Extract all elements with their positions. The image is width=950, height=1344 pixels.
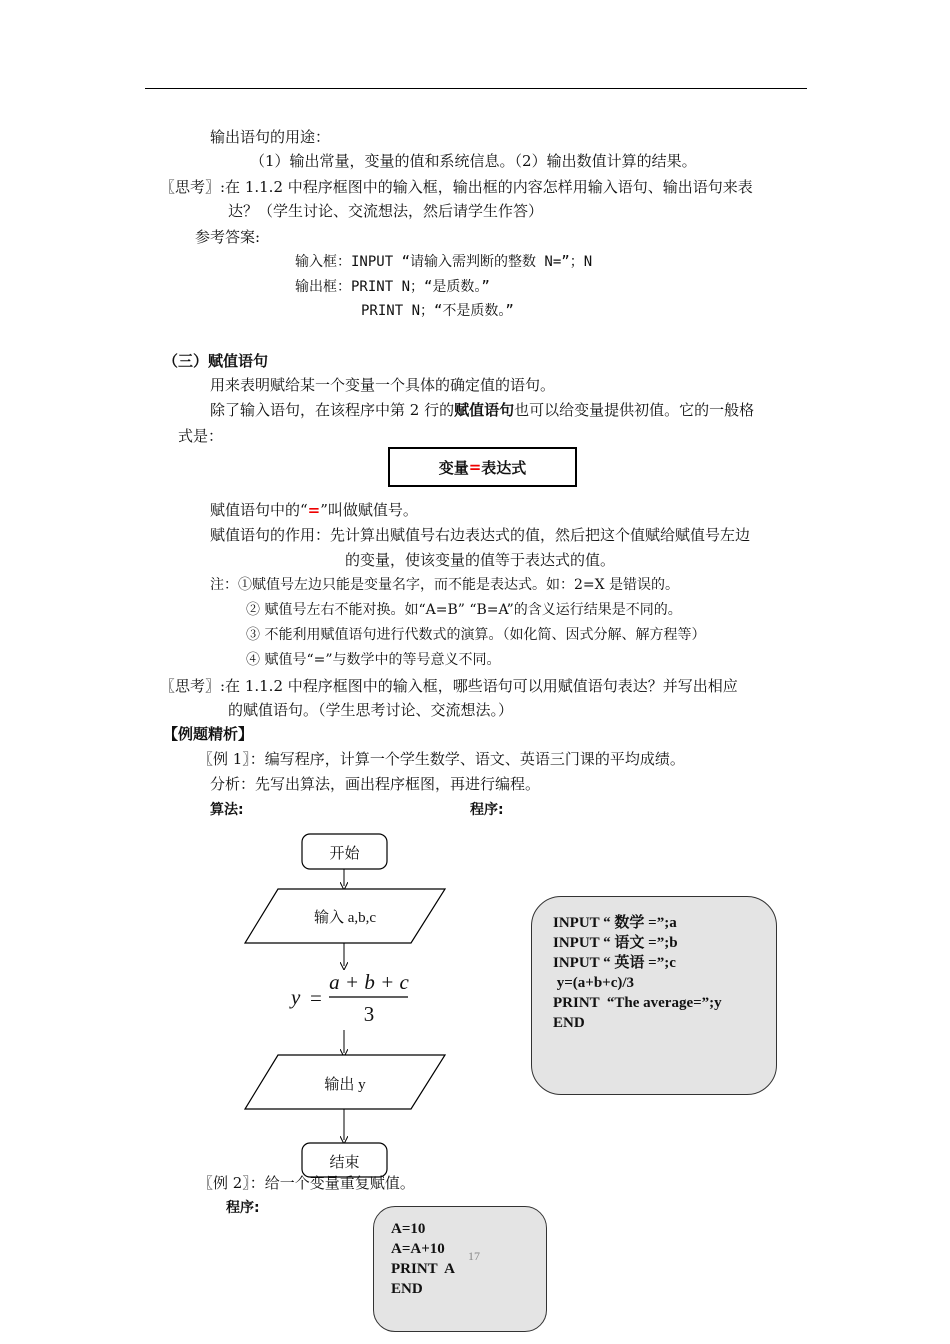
formula-numerator: a + b + c xyxy=(329,970,409,994)
formula-eq: = xyxy=(468,458,482,476)
text-line: 分析：先写出算法，画出程序框图，再进行编程。 xyxy=(210,775,541,793)
program1-line: PRINT “The average=”;y xyxy=(553,995,722,1011)
page-number: 17 xyxy=(468,1249,480,1263)
program2-line: A=10 xyxy=(391,1221,426,1237)
program1-line: INPUT “ 英语 =”;c xyxy=(553,955,676,971)
think-question: 〖思考〗:在 1.1.2 中程序框图中的输入框，哪些语句可以用赋值语句表达？并写出相应 xyxy=(160,677,738,695)
text-line: 达？（学生讨论、交流想法，然后请学生作答） xyxy=(228,202,544,220)
text-span: 赋值语句中的“ xyxy=(210,501,308,519)
program2-line: END xyxy=(391,1281,423,1297)
text-span: 除了输入语句，在该程序中第 2 行的 xyxy=(210,401,455,419)
code-line: 输出框：PRINT N；“是质数。” xyxy=(295,279,490,295)
bold-term: 赋值语句 xyxy=(454,401,515,419)
text-line: 输出语句的用途： xyxy=(210,128,331,146)
program1-line: y=(a+b+c)/3 xyxy=(553,975,635,991)
program2-line: PRINT A xyxy=(391,1261,455,1277)
input-label: 输入 a,b,c xyxy=(313,910,377,926)
program2-line: A=A+10 xyxy=(391,1241,445,1257)
program1-line: END xyxy=(553,1015,585,1031)
text-span: ”叫做赋值号。 xyxy=(320,501,418,519)
note-line: ④ 赋值号“=”与数学中的等号意义不同。 xyxy=(246,652,501,668)
text-line: 式是： xyxy=(178,427,224,445)
note-line: ③ 不能利用赋值语句进行代数式的演算。（如化简、因式分解、解方程等） xyxy=(246,627,706,643)
formula-right: 表达式 xyxy=(481,458,527,477)
formula-eq: = xyxy=(310,986,322,1010)
program1-line: INPUT “ 语文 =”;b xyxy=(553,935,678,951)
example-title: 〖例 1〗：编写程序，计算一个学生数学、语文、英语三门课的平均成绩。 xyxy=(198,750,685,768)
text-line: 赋值语句的作用：先计算出赋值号右边表达式的值，然后把这个值赋给赋值号左边 xyxy=(210,526,751,544)
formula-left: 变量 xyxy=(438,458,469,477)
code-line: PRINT N；“不是质数。” xyxy=(361,303,514,319)
program-label: 程序: xyxy=(470,802,504,818)
section-heading: （三）赋值语句 xyxy=(163,352,269,370)
think-question: 〖思考〗:在 1.1.2 中程序框图中的输入框，输出框的内容怎样用输入语句、输出语句来表 xyxy=(160,178,753,196)
text-line: 用来表明赋给某一个变量一个具体的确定值的语句。 xyxy=(210,376,556,394)
answer-label: 参考答案: xyxy=(195,228,261,246)
program1-line: INPUT “ 数学 =”;a xyxy=(553,915,677,931)
assign-sign: = xyxy=(307,501,321,519)
algorithm-label: 算法: xyxy=(210,802,244,818)
formula-lhs: y xyxy=(291,985,301,1009)
example-title: 〖例 2〗：给一个变量重复赋值。 xyxy=(198,1174,415,1192)
end-label: 结束 xyxy=(329,1155,360,1171)
formula-denominator: 3 xyxy=(363,1002,375,1026)
output-label: 输出 y xyxy=(324,1077,366,1093)
program-label: 程序: xyxy=(226,1200,260,1216)
start-label: 开始 xyxy=(329,846,360,862)
text-line: 的变量，使该变量的值等于表达式的值。 xyxy=(345,551,616,569)
text-line: 的赋值语句。（学生思考讨论、交流想法。） xyxy=(228,701,514,719)
code-line: 输入框：INPUT “请输入需判断的整数 N=”；N xyxy=(295,254,593,270)
section-heading: 【例题精析】 xyxy=(163,725,254,743)
note-line: ② 赋值号左右不能对换。如“A=B” “B=A”的含义运行结果是不同的。 xyxy=(246,602,682,618)
text-span: 也可以给变量提供初值。它的一般格 xyxy=(514,401,755,419)
text-line: （1）输出常量，变量的值和系统信息。（2）输出数值计算的结果。 xyxy=(250,152,697,170)
note-line: 注：①赋值号左边只能是变量名字，而不能是表达式。如：2=X 是错误的。 xyxy=(210,577,680,593)
